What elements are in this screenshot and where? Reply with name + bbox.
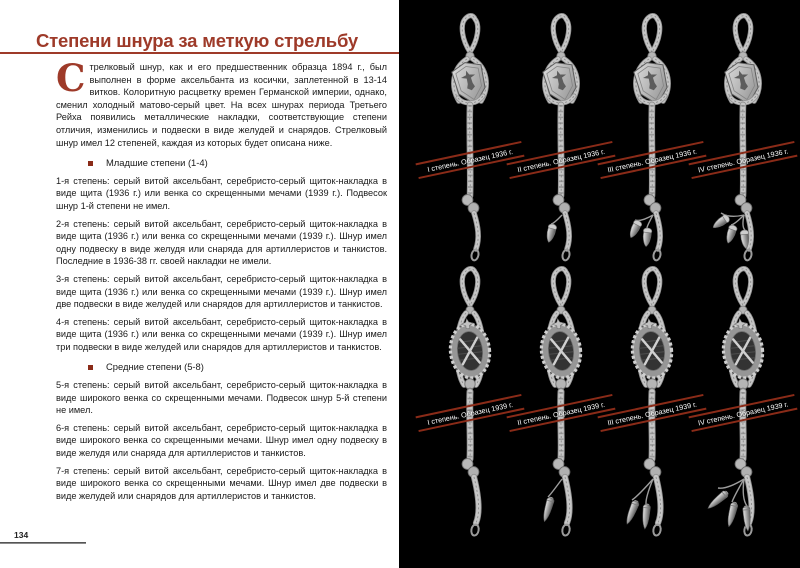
section-heading-text: Средние степени (5-8) (106, 361, 204, 373)
intro-paragraph (56, 56, 387, 149)
caption-text: II степень. Образец 1939 г. (516, 399, 606, 427)
page-number-rule (0, 542, 86, 544)
lanyard-photo (697, 12, 789, 267)
caption-text: IV степень. Образец 1939 г. (697, 399, 789, 427)
right-page (399, 0, 800, 568)
section-heading-junior-degrees (56, 157, 387, 170)
section-heading-middle-degrees (56, 361, 387, 374)
lanyard-photo (515, 12, 607, 267)
square-bullet-icon (88, 161, 93, 166)
lanyard-figure-1939-ii (515, 265, 607, 551)
caption-text: II степень. Образец 1936 г. (516, 146, 606, 174)
lanyard-figure-1936-ii (515, 12, 607, 267)
caption-text: III степень. Образец 1939 г. (606, 399, 698, 427)
title-underline (0, 52, 399, 54)
degree-paragraph-7: 7-я степень: серый витой аксельбант, серебристо-серый щиток-накладка в виде широкого венка со скрещенными мечами. Шнур имел две подвески в виде желудей или снарядов для артиллеристов и танкистов. (56, 465, 387, 501)
degree-paragraph-1: 1-я степень: серый витой аксельбант, серебристо-серый щиток-накладка в виде щита (1936 г.) или венка со скрещенными мечами (1939 г.). Подвесок шнур 1-й степени не имел. (56, 175, 387, 211)
dropcap-letter: С (56, 56, 86, 100)
lanyard-figure-1939-iv (697, 265, 789, 551)
degree-paragraph-6: 6-я степень: серый витой аксельбант, серебристо-серый щиток-накладка в виде широкого венка со скрещенными мечами. Шнур имел одну подвеску в виде желудя или снаряда для артиллеристов и танкистов. (56, 422, 387, 459)
caption-text: III степень. Образец 1936 г. (606, 146, 698, 174)
lanyard-photo (606, 12, 698, 267)
left-page (0, 0, 399, 568)
caption-text: I степень. Образец 1936 г. (426, 146, 514, 174)
intro-text: трелковый шнур, как и его предшественник образца 1894 г., был выполнен в форме аксельбанта из косички, заплетенной в 13-14 витков. Колоритную расцветку времен Германской империи, однако, сменил холодный матово-серый цвет. На всех шнурах периода Третьего Рейха появились металлические накладки, соответствующие степени отличия, изменились и подвески в виде желудей и снарядов. Стрелковый шнур имел 12 степеней, каждая из которых будет описана ниже. (56, 62, 387, 148)
degree-paragraph-4: 4-я степень: серый витой аксельбант, серебристо-серый щиток-накладка в виде щита (1936 г.) или венка со скрещенными мечами (1939 г.). Шнур имел три подвески в виде желудей или снарядов для артиллеристов и танкистов. (56, 316, 387, 352)
section-heading-text: Младшие степени (1-4) (106, 157, 208, 169)
caption-text: IV степень. Образец 1936 г. (697, 146, 789, 174)
lanyard-figure-1939-iii (606, 265, 698, 551)
page-number: 134 (14, 530, 29, 540)
lanyard-photo (424, 12, 516, 267)
page-title: Степени шнура за меткую стрельбу (36, 30, 359, 51)
lanyard-figure-1936-iii (606, 12, 698, 267)
square-bullet-icon (88, 365, 93, 370)
lanyard-figure-1936-i (424, 12, 516, 267)
body-text-column (56, 56, 387, 507)
caption-text: I степень. Образец 1939 г. (426, 399, 514, 427)
degree-paragraph-2: 2-я степень: серый витой аксельбант, серебристо-серый щиток-накладка в виде щита (1936 г.) или венка со скрещенными мечами (1939 г.). Шнур имел одну подвеску в виде желудя или снаряда для артиллеристов и танкистов. Последние в 1936-38 гг. своей накладки не имели. (56, 218, 387, 267)
degree-paragraph-5: 5-я степень: серый витой аксельбант, серебристо-серый щиток-накладка в виде широкого венка со скрещенными мечами. Подвесок шнур 5-й степени не имел. (56, 380, 387, 416)
degree-paragraph-3: 3-я степень: серый витой аксельбант, серебристо-серый щиток-накладка в виде щита (1936 г.) или венка со скрещенными мечами (1939 г.). Шнур имел две подвески в виде желудей или снарядов для артиллеристов и танкистов. (56, 273, 387, 310)
lanyard-figure-1939-i (424, 265, 516, 551)
lanyard-figure-1936-iv (697, 12, 789, 267)
